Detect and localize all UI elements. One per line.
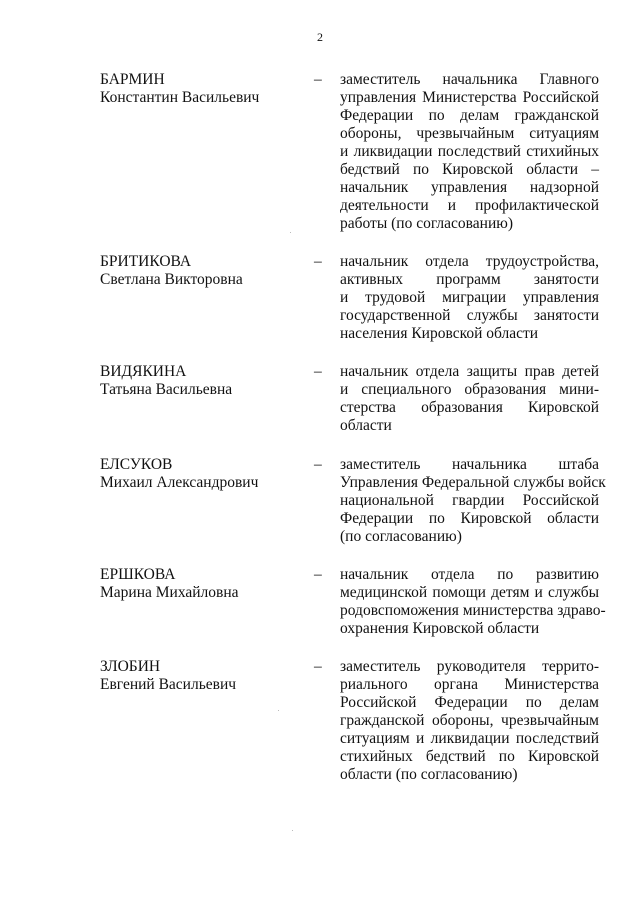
description-line: начальник отдела защиты прав детей xyxy=(340,363,599,380)
page-number: 2 xyxy=(317,30,323,44)
dash: – xyxy=(314,658,322,675)
description-line: заместитель начальника Главного xyxy=(340,71,599,88)
person-name xyxy=(100,71,300,107)
description-line: и ликвидации последствий стихийных xyxy=(340,143,599,160)
description-line: государственной службы занятости xyxy=(340,307,599,324)
description-line: заместитель руководителя террито- xyxy=(340,658,599,675)
dash: – xyxy=(314,71,322,88)
scan-speck xyxy=(292,830,293,831)
description-line: Федерации по Кировской области xyxy=(340,510,599,527)
position-description xyxy=(340,363,599,435)
description-line: стихийных бедствий по Кировской xyxy=(340,748,599,765)
description-line: риального органа Министерства xyxy=(340,676,599,693)
given-name: Татьяна Васильевна xyxy=(100,381,233,398)
given-name: Евгений Васильевич xyxy=(100,676,237,693)
given-name: Светлана Викторовна xyxy=(100,271,243,288)
dash: – xyxy=(314,363,322,380)
surname: ЕЛСУКОВ xyxy=(100,456,173,473)
description-line: Управления Федеральной службы войск xyxy=(340,474,606,491)
position-description xyxy=(340,71,599,233)
surname: БРИТИКОВА xyxy=(100,253,192,270)
description-line: управления Министерства Российской xyxy=(340,89,599,106)
description-line: бедствий по Кировской области – xyxy=(340,161,599,178)
description-line: активных программ занятости xyxy=(340,271,599,288)
surname: ЕРШКОВА xyxy=(100,566,176,583)
person-name xyxy=(100,253,300,289)
position-description xyxy=(340,253,599,343)
description-line: деятельности и профилактической xyxy=(340,197,599,214)
given-name: Михаил Александрович xyxy=(100,474,259,491)
description-line: гражданской обороны, чрезвычайным xyxy=(340,712,599,729)
dash: – xyxy=(314,253,322,270)
description-line: начальник отдела по развитию xyxy=(340,566,599,583)
person-name xyxy=(100,658,300,694)
description-line: Российской Федерации по делам xyxy=(340,694,599,711)
surname: ВИДЯКИНА xyxy=(100,363,187,380)
dash: – xyxy=(314,566,322,583)
description-line: заместитель начальника штаба xyxy=(340,456,599,473)
description-line: и специального образования мини- xyxy=(340,381,599,398)
description-line: охранения Кировской области xyxy=(340,620,540,637)
position-description xyxy=(340,456,606,546)
description-line: обороны, чрезвычайным ситуациям xyxy=(340,125,599,142)
description-line: области xyxy=(340,417,392,434)
scan-speck xyxy=(278,710,279,711)
person-name xyxy=(100,456,300,492)
person-name xyxy=(100,363,300,399)
person-name xyxy=(100,566,300,602)
surname: БАРМИН xyxy=(100,71,165,88)
description-line: медицинской помощи детям и службы xyxy=(340,584,599,601)
description-line: (по согласованию) xyxy=(340,528,462,545)
description-line: родовспоможения министерства здраво- xyxy=(340,602,606,619)
description-line: области (по согласованию) xyxy=(340,766,518,783)
scan-speck xyxy=(290,232,291,233)
surname: ЗЛОБИН xyxy=(100,658,161,675)
position-description xyxy=(340,566,606,638)
description-line: и трудовой миграции управления xyxy=(340,289,599,306)
description-line: Федерации по делам гражданской xyxy=(340,107,599,124)
description-line: работы (по согласованию) xyxy=(340,215,513,232)
description-line: ситуациям и ликвидации последствий xyxy=(340,730,599,747)
description-line: стерства образования Кировской xyxy=(340,399,599,416)
description-line: начальник управления надзорной xyxy=(340,179,599,196)
description-line: населения Кировской области xyxy=(340,325,539,342)
given-name: Константин Васильевич xyxy=(100,89,260,106)
description-line: национальной гвардии Российской xyxy=(340,492,599,509)
description-line: начальник отдела трудоустройства, xyxy=(340,253,599,270)
given-name: Марина Михайловна xyxy=(100,584,239,601)
dash: – xyxy=(314,456,322,473)
position-description xyxy=(340,658,599,784)
